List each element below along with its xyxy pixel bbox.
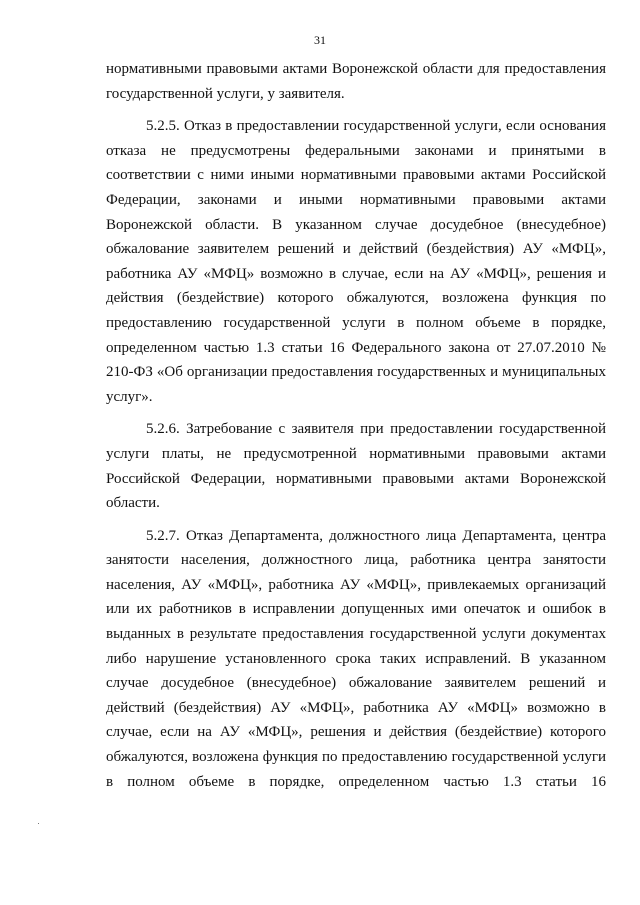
text-line: обжалование заявителем решений и действий (бездействия) АУ «МФЦ», xyxy=(106,241,606,258)
text-line: населения, АУ «МФЦ», работника АУ «МФЦ», привлекаемых организаций xyxy=(106,576,606,593)
page-number: 31 xyxy=(314,33,326,47)
text-line: Федерации, законами и иными нормативными правовыми актами xyxy=(106,191,606,208)
text-line: занятости населения, должностного лица, работника центра занятости xyxy=(106,552,606,569)
text-line: действия (бездействие) которого обжалуются, возложена функция по xyxy=(106,290,606,307)
text-line: государственной услуги, у заявителя. xyxy=(106,85,345,102)
text-line: отказа не предусмотрены федеральными законами и принятыми в xyxy=(106,142,606,159)
text-line: обжалуются, возложена функция по предоставлению государственной услуги xyxy=(106,749,606,766)
text-line: соответствии с ними иными нормативными правовыми актами Российской xyxy=(106,167,606,184)
paragraph-intro-continuation xyxy=(106,57,606,106)
text-line: 5.2.5. Отказ в предоставлении государственной услуги, если основания xyxy=(146,118,606,135)
text-line: случае, если на АУ «МФЦ», решения и действия (бездействие) которого xyxy=(106,724,606,741)
text-line: области. xyxy=(106,495,160,512)
text-line: Российской Федерации, нормативными правовыми актами Воронежской xyxy=(106,470,606,487)
text-line: либо нарушение установленного срока таких исправлений. В указанном xyxy=(106,650,606,667)
text-line: услуги платы, не предусмотренной нормативными правовыми актами xyxy=(106,445,606,462)
text-line: Воронежской области. В указанном случае досудебное (внесудебное) xyxy=(106,216,606,233)
text-line: случае досудебное (внесудебное) обжалование заявителем решений и xyxy=(106,675,606,692)
text-line: работника АУ «МФЦ» возможно в случае, если на АУ «МФЦ», решения и xyxy=(106,265,606,282)
text-line: услуг». xyxy=(106,388,153,405)
paragraph-5-2-6 xyxy=(106,417,606,515)
text-line: в полном объеме в порядке, определенном частью 1.3 статьи 16 xyxy=(106,773,606,790)
text-line: предоставлению государственной услуги в полном объеме в порядке, xyxy=(106,314,606,331)
paragraph-5-2-7 xyxy=(106,524,606,795)
paragraph-5-2-5 xyxy=(106,114,606,409)
text-line: 210-ФЗ «Об организации предоставления государственных и муниципальных xyxy=(106,364,606,381)
text-line: нормативными правовыми актами Воронежской области для предоставления xyxy=(106,61,606,77)
text-line: определенном частью 1.3 статьи 16 Федерального закона от 27.07.2010 № xyxy=(106,339,606,356)
text-line: действий (бездействия) АУ «МФЦ», работника АУ «МФЦ» возможно в xyxy=(106,699,606,716)
scan-speck xyxy=(38,823,39,824)
text-line: или их работников в исправлении допущенных ими опечаток и ошибок в xyxy=(106,601,606,618)
text-line: выданных в результате предоставления государственной услуги документах xyxy=(106,626,606,643)
text-line: 5.2.7. Отказ Департамента, должностного лица Департамента, центра xyxy=(146,527,606,544)
text-line: 5.2.6. Затребование с заявителя при предоставлении государственной xyxy=(146,421,606,438)
document-body xyxy=(106,57,606,794)
